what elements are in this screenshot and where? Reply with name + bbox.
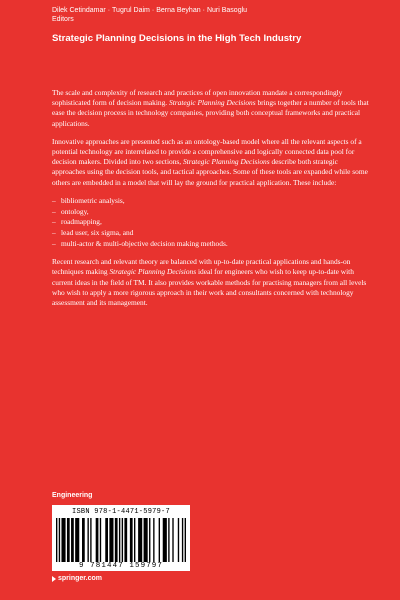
book-title-italic: Strategic Planning Decisions — [182, 157, 270, 167]
editor-separator: · — [202, 7, 205, 14]
barcode-bar — [109, 518, 113, 562]
blurb-paragraph — [52, 257, 370, 308]
barcode-bar — [56, 518, 57, 562]
publisher-link[interactable] — [52, 575, 102, 582]
barcode-bar — [172, 518, 173, 562]
barcode-bar — [144, 518, 148, 562]
barcode-bar — [124, 518, 127, 562]
isbn-text: ISBN 978-1-4471-5979-7 — [72, 508, 170, 516]
book-title: Strategic Planning Decisions in the High Tech Industry — [52, 33, 302, 44]
barcode-bar — [105, 518, 108, 562]
list-item: – roadmapping, — [52, 217, 370, 227]
list-item: – ontology, — [52, 207, 370, 217]
barcode-bar — [168, 518, 169, 562]
barcode-bar — [149, 518, 150, 562]
blurb — [52, 88, 370, 316]
barcode-bar — [134, 518, 135, 562]
tools-list — [52, 196, 370, 249]
barcode-bar — [100, 518, 101, 562]
publisher-url: springer.com — [58, 575, 102, 582]
barcode-bar — [90, 518, 91, 562]
barcode-bar — [87, 518, 88, 562]
editors-role: Editors — [52, 16, 74, 23]
editors-block — [52, 6, 382, 24]
book-title-italic: Strategic Planning Decisions — [169, 98, 256, 108]
barcode-bar — [71, 518, 74, 562]
barcode-bar — [61, 518, 65, 562]
barcode-bar — [178, 518, 179, 562]
editor-name: Nuri Basoglu — [206, 7, 248, 14]
barcode-bar — [75, 518, 79, 562]
editor-name: Berna Beyhan — [156, 7, 201, 14]
barcode-bar — [82, 518, 85, 562]
barcode-bar — [122, 518, 123, 562]
blurb-paragraph — [52, 88, 370, 129]
paragraph-text: describe both strategic approaches using the decision tools, and tactical approaches. Some of these tools are expanded while some others are embedded in a model that will lay the ground for practical application. These include: — [52, 157, 368, 187]
book-title-italic: Strategic Planning Decisions — [109, 267, 197, 277]
blurb-paragraph — [52, 137, 370, 188]
arrow-right-icon — [52, 576, 56, 582]
paragraph-text: brings together a number of tools that ease the decision process in technology companies, providing both conceptual frameworks and practical applications. — [52, 98, 369, 128]
barcode-digits: 9 781447 159797 — [78, 562, 163, 570]
barcode-bar — [96, 518, 99, 562]
barcode-image — [56, 518, 186, 562]
editor-name: Dilek Cetindamar — [52, 7, 106, 14]
barcode-bar — [153, 518, 154, 562]
paragraph-text: Recent research and relevant theory are balanced with up-to-date practical applications and hands-on techniques making — [52, 257, 351, 277]
barcode-panel — [52, 505, 190, 571]
paragraph-text: ideal for engineers who wish to keep up-to-date with current ideas in the field of TM. It also provides workable methods for practising managers from all levels who wish to apply a more rigorous approach in their work and consultants concerned with technology assessment and its management. — [52, 267, 367, 308]
editor-separator: · — [107, 7, 111, 14]
barcode-bar — [185, 518, 186, 562]
barcode-bar — [130, 518, 133, 562]
editor-name: Tugrul Daim — [112, 7, 150, 14]
barcode-bar — [119, 518, 120, 562]
barcode-bar — [159, 518, 160, 562]
paragraph-text: Innovative approaches are presented such as an ontology-based model where all the relevant aspects of a potential technology are interrelated to provide a comprehensive and logically connected data pool for decision makers. Divided into two sections, — [52, 136, 362, 167]
list-item: – bibliometric analysis, — [52, 196, 370, 206]
barcode-bar — [59, 518, 60, 562]
editor-names — [52, 6, 382, 15]
barcode-bar — [163, 518, 167, 562]
barcode-bar — [67, 518, 70, 562]
barcode-bar — [115, 518, 118, 562]
editor-separator: · — [151, 7, 155, 14]
list-item: – multi-actor & multi-objective decision making methods. — [52, 239, 370, 249]
list-item: – lead user, six sigma, and — [52, 228, 370, 238]
barcode-bar — [138, 518, 142, 562]
subject-category: Engineering — [52, 492, 93, 499]
barcode-bar — [182, 518, 183, 562]
paragraph-text: The scale and complexity of research and practices of open innovation mandate a correspondingly sophisticated form of decision making. — [52, 88, 343, 108]
